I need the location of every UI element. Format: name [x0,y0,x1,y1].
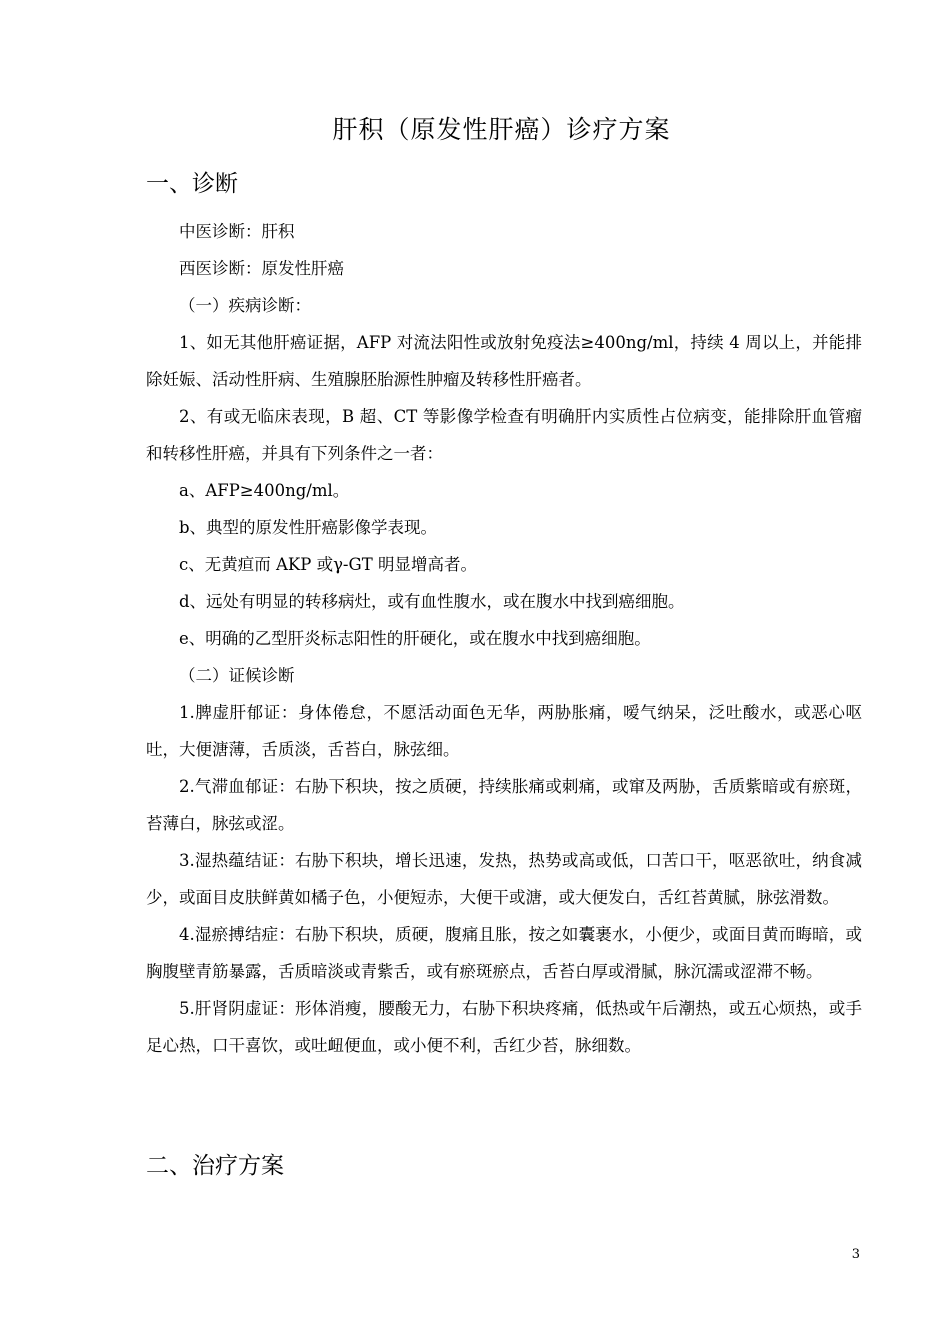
syndrome-5: 5.肝肾阴虚证：形体消瘦，腰酸无力，右胁下积块疼痛，低热或午后潮热，或五心烦热，或手足心热，口干喜饮，或吐衄便血，或小便不利，舌红少苔，脉细数。 [146,999,862,1055]
syndrome-1: 1.脾虚肝郁证：身体倦怠，不愿活动面色无华，两胁胀痛，嗳气纳呆，泛吐酸水，或恶心呕吐，大便溏薄，舌质淡，舌苔白，脉弦细。 [146,703,862,759]
diagnosis-body [146,213,862,1064]
syndrome-3: 3.湿热蕴结证：右胁下积块，增长迅速，发热，热势或高或低，口苦口干，呕恶欲吐，纳食减少，或面目皮肤鲜黄如橘子色，小便短赤，大便干或溏，或大便发白，舌红苔黄腻，脉弦滑数。 [146,851,862,907]
condition-b: b、典型的原发性肝癌影像学表现。 [179,518,438,537]
western-diagnosis: 西医诊断：原发性肝癌 [179,259,344,278]
syndrome-diagnosis-heading: （二）证候诊断 [179,666,295,685]
section-heading-treatment: 二、治疗方案 [146,1153,284,1179]
criterion-2: 2、有或无临床表现，B 超、CT 等影像学检查有明确肝内实质性占位病变，能排除肝血管瘤和转移性肝癌，并具有下列条件之一者： [146,407,862,463]
tcm-diagnosis: 中医诊断：肝积 [179,222,295,241]
section-heading-diagnosis: 一、诊断 [146,171,238,197]
criterion-1: 1、如无其他肝癌证据，AFP 对流法阳性或放射免疫法≥400ng/ml，持续 4 周以上，并能排除妊娠、活动性肝病、生殖腺胚胎源性肿瘤及转移性肝癌者。 [146,333,862,389]
condition-d: d、远处有明显的转移病灶，或有血性腹水，或在腹水中找到癌细胞。 [179,592,685,611]
condition-e: e、明确的乙型肝炎标志阳性的肝硬化，或在腹水中找到癌细胞。 [179,629,651,648]
condition-c: c、无黄疸而 AKP 或γ-GT 明显增高者。 [179,555,477,574]
disease-diagnosis-heading: （一）疾病诊断： [179,296,311,315]
document-title: 肝积（原发性肝癌）诊疗方案 [332,115,671,144]
syndrome-4: 4.湿瘀搏结症：右胁下积块，质硬，腹痛且胀，按之如囊裹水，小便少，或面目黄而晦暗，或胸腹壁青筋暴露，舌质暗淡或青紫舌，或有瘀斑瘀点，舌苔白厚或滑腻，脉沉濡或涩滞不畅。 [146,925,862,981]
page-number: 3 [851,1247,860,1262]
syndrome-2: 2.气滞血郁证：右胁下积块，按之质硬，持续胀痛或刺痛，或窜及两胁，舌质紫暗或有瘀斑，苔薄白，脉弦或涩。 [146,777,862,833]
condition-a: a、AFP≥400ng/ml。 [179,481,350,500]
